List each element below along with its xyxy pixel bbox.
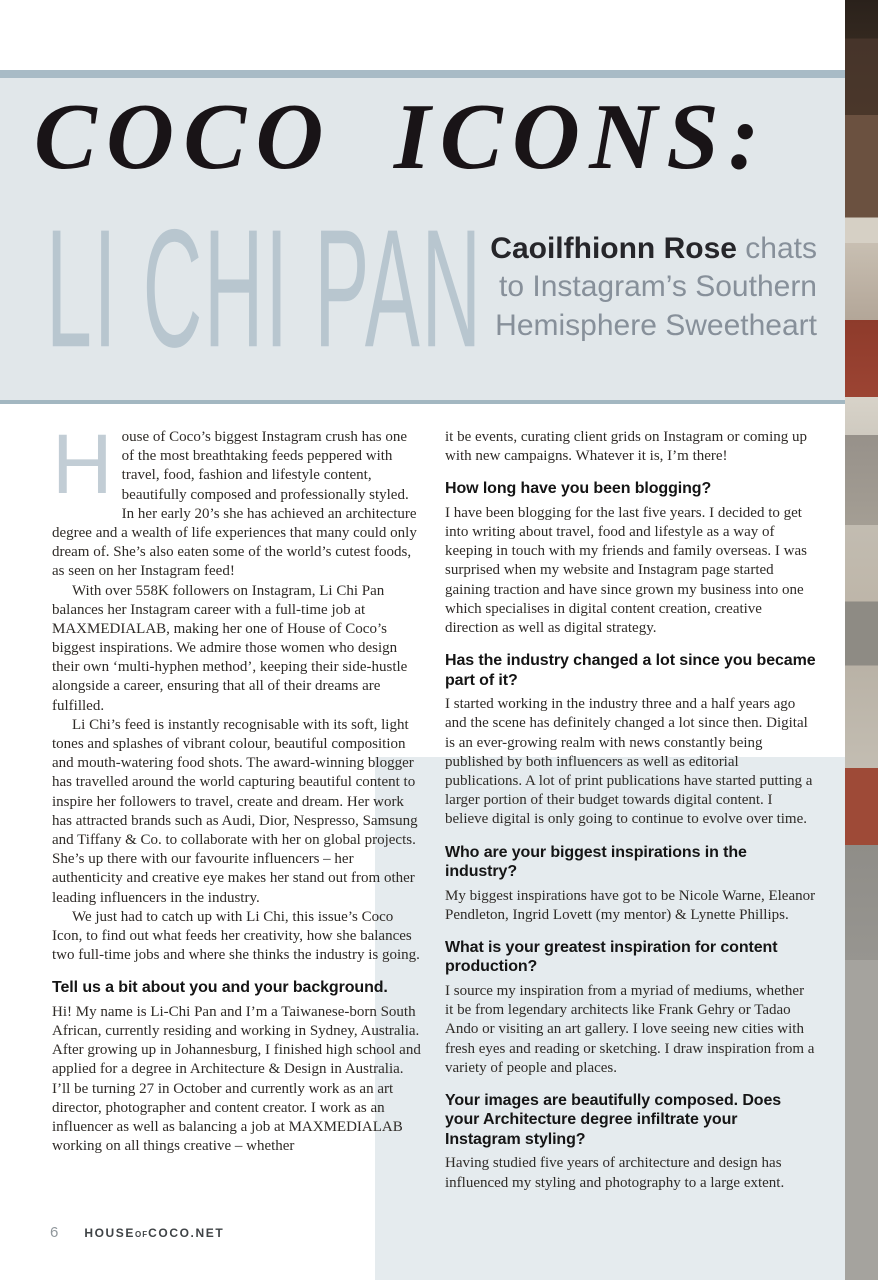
paragraph-1-text: ouse of Coco’s biggest Instagram crush has one of the most breathtaking feeds peppered with travel, food, fashion and lifestyle content, beautifully composed and professionally styled. In her early 20’s she has achieved an architecture degree and a wealth of life experiences that many could only dream of. She’s also eaten some of the world’s cutest foods, as seen on her Instagram feed! [52, 429, 417, 580]
question-background: Tell us a bit about you and your background. [52, 979, 388, 997]
masthead-top-band [0, 70, 845, 78]
left-column [52, 417, 423, 1193]
brand-coco-net: COCO.NET [148, 1226, 225, 1240]
paragraph-3: Li Chi’s feed is instantly recognisable with its soft, light tones and splashes of vibrant colour, beautiful composition and mouth-watering food shots. The award-winning blogger has travelled around the world capturing beautiful content to inspire her followers to travel, create and dream. Her work has attracted brands such as Audi, Dior, Nespresso, Samsung and Tiffany & Co. to collaborate with her on global projects. She’s up there with our favourite influencers – her authenticity and creative eye makes her stand out from other leading influencers in the industry. [52, 716, 418, 906]
intro-line-1-rest: chats [736, 232, 817, 265]
answer-inspirations: My biggest inspirations have got to be Nicole Warne, Eleanor Pendleton, Ingrid Lovett (my mentor) & Lynette Phillips. [445, 887, 816, 923]
author-name: Caoilfhionn Rose [490, 232, 737, 265]
brand-logotype [84, 1226, 224, 1240]
question-industry-change: Has the industry changed a lot since you became part of it? [445, 652, 816, 689]
brand-house: HOUSE [84, 1226, 136, 1240]
right-column [445, 428, 816, 1193]
question-architecture-styling: Your images are beautifully composed. Does your Architecture degree infiltrate your Instagram styling? [445, 1091, 782, 1148]
paragraph-dropcap [52, 417, 423, 582]
page-number: 6 [50, 1224, 59, 1241]
intro-line-2: to Instagram’s Southern [499, 270, 817, 304]
answer-architecture-styling: Having studied five years of architecture and design has influenced my styling and photography to a large extent. [445, 1155, 785, 1191]
answer-industry-change: I started working in the industry three and a half years ago and the scene has definitely changed a lot since then. Digital is an ever-growing realm with news constantly being published by both influencers as well as editorial publications. A lot of print publications have started putting a larger portion of their budget towards digital content. I believe digital is only going to continue to evolve over time. [445, 696, 813, 828]
brand-of: OF [135, 1230, 149, 1239]
paragraph-2: With over 558K followers on Instagram, Li Chi Pan balances her Instagram career with a full-time job at MAXMEDIALAB, making her one of House of Coco’s biggest inspirations. We admire those women who design their own ‘multi-hyphen method’, keeping their side-hustle alongside a career, ensuring that all of their dreams are fulfilled. [52, 582, 408, 714]
intro-line-1 [452, 230, 817, 268]
paragraph-4: We just had to catch up with Li Chi, this issue’s Coco Icon, to find out what feeds her creativity, how she balances two full-time jobs and where she thinks the industry is going. [52, 908, 420, 964]
question-blogging: How long have you been blogging? [445, 480, 712, 498]
answer-continuation: it be events, curating client grids on Instagram or coming up with new campaigns. Whatever it is, I’m there! [445, 429, 807, 465]
intro-blurb [452, 230, 817, 345]
question-inspirations: Who are your biggest inspirations in the industry? [445, 843, 747, 881]
answer-content-inspiration: I source my inspiration from a myriad of mediums, whether it be from legendary architects like Frank Gehry or Tadao Ando or visiting an art gallery. I love seeing new cities with fresh eyes and reading or sketching. I draw inspiration from a variety of people and places. [445, 982, 815, 1076]
page-title: COCO ICONS: [34, 85, 769, 189]
masthead [0, 78, 845, 400]
answer-blogging: I have been blogging for the last five years. I decided to get into writing about travel, food and lifestyle as a way of keeping in touch with my friends and family overseas. I was surprised when my website and Instagram page started gaining traction and have since grown my business into one which specialises in digital content creation, creative direction as well as digital strategy. [445, 504, 807, 637]
intro-line-3: Hemisphere Sweetheart [495, 308, 817, 342]
question-content-inspiration: What is your greatest inspiration for content production? [445, 938, 778, 976]
drop-cap: H [52, 417, 113, 511]
answer-background: Hi! My name is Li-Chi Pan and I’m a Taiwanese-born South African, currently residing and working in Sydney, Australia. After growing up in Johannesburg, I finished high school and applied for a degree in Architecture & Design in Australia. I’ll be turning 27 in October and currently work as an art director, photographer and content creator. I work as an influencer as well as balancing a job at MAXMEDIALAB working on all things creative – whether [52, 1003, 421, 1155]
feature-subject-name: LI CHI PAN [46, 193, 483, 383]
page-footer [50, 1224, 224, 1241]
article-body [52, 417, 817, 1193]
building-photo-strip [845, 0, 878, 1280]
header-divider [0, 400, 845, 404]
